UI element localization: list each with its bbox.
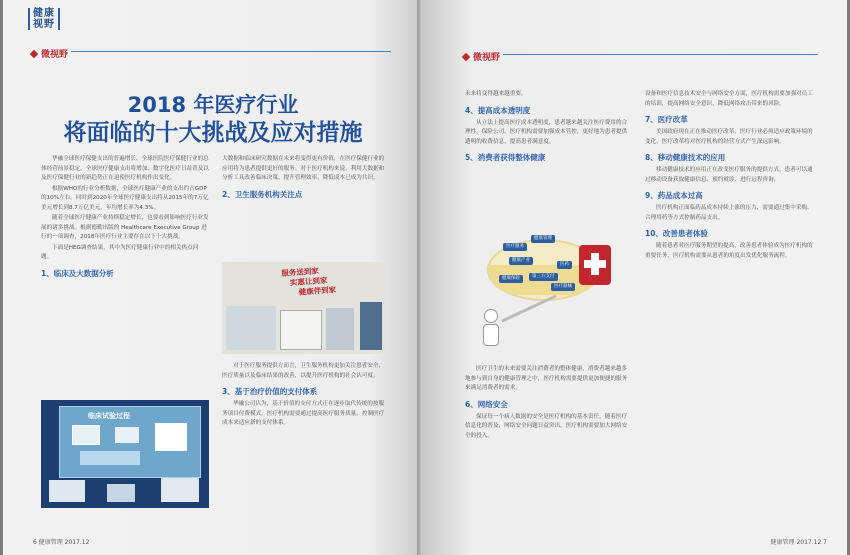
- col2-paragraph: 大数据和临床研究数据在未来将变得更有价值，在医疗保健行业的应用将为患者提供更好的服务。对于医疗机构来说，利用大数据和分析工具改善临床决策、提升管理效率、降低成本已成为共识。: [222, 156, 385, 181]
- illus-label: 医药: [557, 261, 572, 269]
- sign-line-2: 实惠让到家: [289, 275, 328, 288]
- screen-panel: [72, 425, 100, 445]
- photo-screen-title: 临床试验过程: [88, 412, 130, 420]
- header-rule: [503, 54, 818, 55]
- diamond-icon: [462, 52, 470, 60]
- s6-paragraph: 保证每一个病人数据的安全是医疗机构的基本责任，随着医疗信息化的普及，网络安全问题日益突出，医疗机构需要加大网络安全的投入。: [465, 413, 628, 439]
- heading-s1: 1、临床及大数据分析: [41, 268, 114, 278]
- heading-s2: 2、卫生服务机构关注点: [222, 189, 303, 199]
- s10-paragraph: 随着患者对医疗服务期望的提高，改善患者体验成为医疗机构的重要任务，医疗机构需要从患者的角度出发优化服务流程。: [645, 243, 813, 259]
- illus-label: 医疗器械: [551, 283, 575, 291]
- poster: [326, 308, 354, 350]
- left-page-col2: [222, 155, 387, 255]
- section-label-right: [463, 50, 500, 63]
- footer-right: 健康管理 2017.12 7: [770, 539, 827, 546]
- illus-label: 健康保险: [499, 275, 523, 283]
- left-column: [41, 155, 209, 390]
- consumer-health-illustration: [469, 225, 629, 360]
- section-label-left: [31, 47, 68, 60]
- heading-s10: 10、改善患者体验: [645, 229, 708, 238]
- diamond-icon: [30, 49, 38, 57]
- right-column-a-bottom: [465, 365, 630, 515]
- heading-s7: 7、医疗改革: [645, 115, 688, 124]
- red-cross-icon: [579, 245, 611, 285]
- device-icon: [161, 478, 199, 502]
- device-icon: [107, 484, 135, 502]
- left-page: [3, 0, 420, 555]
- heading-s6: 6、网络安全: [465, 399, 508, 409]
- photo-screen: [59, 406, 201, 478]
- clinical-data-photo: [41, 400, 209, 508]
- heading-s3: 3、基于治疗价值的支付体系: [222, 387, 318, 396]
- intro-paragraph-3: 随着全球医疗健康产业持续稳定增长，也要看到影响医疗行业发展的诸多挑战。根据德勤出版的 Healthcare Executive Group 进行的一项调查，2018年医疗行业主要存在以下十大挑战。: [41, 215, 209, 240]
- right-column-b: [645, 90, 813, 520]
- article-title-line1: 2018 年医疗行业: [127, 93, 299, 117]
- col2-paragraph-b: 华融公司认为，基于价值的支付方式正在逐步取代传统的按服务项目付费模式，医疗机构需要通过提高医疗服务质量、控制医疗成本来适应新的支付体系。: [222, 401, 385, 426]
- s4-paragraph: 从立法上提高医疗成本透明度，患者越来越关注医疗费用的合理性。保险公司、医疗机构需要加强成本管控，更好地为患者提供透明的收费信息，提高患者满意度。: [465, 119, 628, 145]
- notice-board: [226, 306, 276, 350]
- section-label-text: 微视野: [473, 53, 501, 63]
- figure-icon: [477, 309, 503, 347]
- s9-paragraph: 医疗机构正面临药品成本持续上涨的压力，需要通过集中采购、合理用药等方式控制药品支出。: [645, 205, 813, 221]
- col2-paragraph-a: 对于医疗服务提供方而言，卫生服务机构更加关注患者安全、医疗质量以及临床结果的改善，以提升医疗机构的社会认可度。: [222, 363, 385, 379]
- header-tag-line1: 健康: [33, 8, 55, 19]
- s8-paragraph: 移动健康技术的应用正在改变医疗服务的提供方式，患者可以通过移动设备获取健康信息、预约就诊、进行远程咨询。: [645, 167, 813, 183]
- heading-s9: 9、药品成本过高: [645, 191, 703, 200]
- heading-s8: 8、移动健康技术的应用: [645, 153, 726, 162]
- illus-label: 健康产业: [509, 257, 533, 265]
- section-label-text: 微视野: [41, 50, 69, 60]
- header-rule: [71, 51, 391, 52]
- illus-label: 第三方支付: [529, 273, 558, 281]
- header-tag-line2: 视野: [33, 19, 55, 30]
- s5-paragraph: 医疗卫生的未来需要关注消费者的整体健康，消费者越来越多地参与到自身的健康管理之中，医疗机构需要提供更加便捷的服务来满足消费者的需求。: [465, 366, 628, 391]
- article-title-line2: 将面临的十大挑战及应对措施: [63, 120, 363, 146]
- health-service-photo: [222, 262, 387, 354]
- right-page: [421, 0, 847, 555]
- intro-paragraph: 华融全球医疗保健支出的普遍增长、全球医院医疗保健行业的总体经营前景稳定。全球医疗健康支出将增加、数字化医疗日益普及以及医疗保健行业的新趋势正在迫使医疗机构作出变化。: [41, 156, 209, 181]
- door: [360, 302, 382, 350]
- screen-panel: [155, 423, 187, 451]
- header-tag: [28, 8, 60, 30]
- sign-line-3: 健康伴到家: [298, 285, 337, 297]
- heading-s4: 4、提高成本透明度: [465, 105, 531, 115]
- sign-line-1: 服务送到家: [281, 266, 320, 278]
- illus-label: 医疗服务: [503, 243, 527, 251]
- screen-panel: [80, 451, 140, 465]
- heading-s5: 5、消费者获得整体健康: [465, 153, 546, 162]
- footer-left: 6 健康管理 2017.12: [33, 539, 90, 546]
- right-column-a: [465, 90, 630, 220]
- intro-paragraph-2: 根据WHO的行业分析数据，全球医疗健康产业的支出约占GDP的10%左右。同时到2020年全球医疗健康支出将从2015年的7万亿美元增长到8.7万亿美元，年均增长率为4.3%。: [41, 185, 209, 211]
- screen-panel: [115, 427, 139, 443]
- device-icon: [49, 480, 85, 502]
- s7-paragraph: 美国政府现在正在推动医疗改革，医疗行业必须适应政策环境的变化。医疗改革将对医疗机构的经营方式产生深远影响。: [645, 129, 813, 145]
- left-page-col2-bottom: [222, 362, 387, 512]
- poster: [280, 310, 322, 350]
- red-sign: [281, 265, 336, 299]
- right-top-paragraph: 未来将变得越来越重要。: [465, 91, 527, 97]
- illus-label: 健康管理: [531, 235, 555, 243]
- rc2-top-paragraph: 设备和医疗信息技术安全与网络安全方面，医疗机构需要加强对员工的培训，提高网络安全意识，降低网络攻击带来的风险。: [645, 91, 813, 107]
- intro-paragraph-4: 下面是HEG调查结果，其中为医疗健康行业中的相关热点问题。: [41, 244, 199, 260]
